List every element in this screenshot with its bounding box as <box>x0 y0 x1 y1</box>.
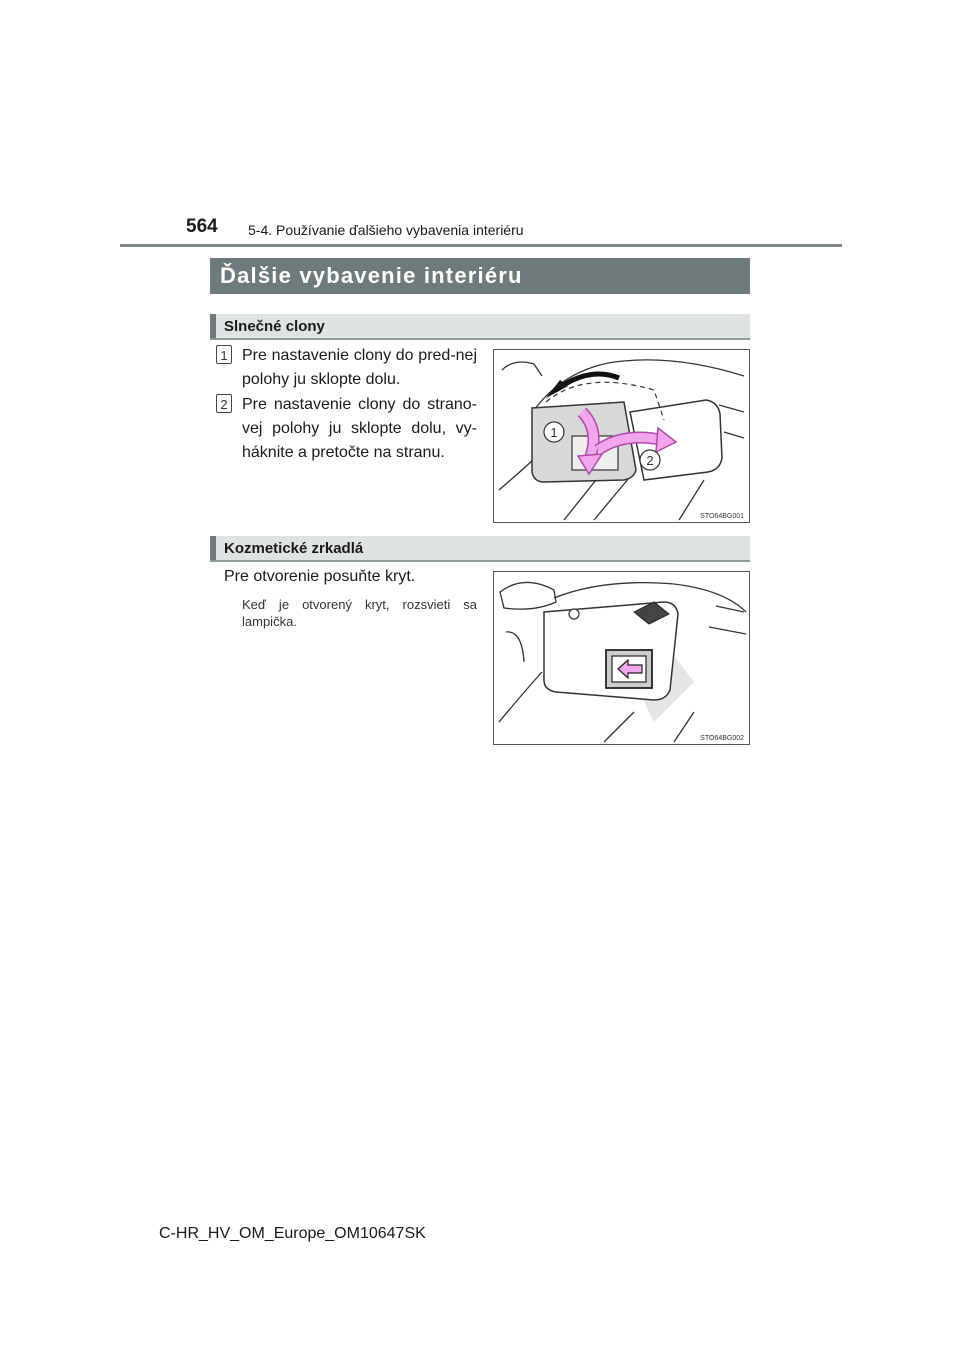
rear-mirror <box>506 632 524 662</box>
vanity-mirror-illustration <box>494 572 749 744</box>
mirror-outline <box>502 362 542 376</box>
step-text-1: Pre nastavenie clony do pred-nej polohy ju sklopte dolu. <box>242 347 477 388</box>
header-rule <box>120 244 842 247</box>
chapter-title: Ďalšie vybavenie interiéru <box>210 258 750 294</box>
section-heading-vanity-mirrors <box>210 536 750 562</box>
step-text-2: Pre nastavenie clony do strano-vej polohy ju sklopte dolu, vy-háknite a pretočte na stranu. <box>242 396 477 461</box>
section-heading-label: Kozmetické zrkadlá <box>224 540 364 557</box>
running-title: 5-4. Používanie ďalšieho vybavenia interiéru <box>248 222 524 238</box>
figure-code: STO64BG002 <box>700 735 744 742</box>
sun-visor-illustration <box>494 350 749 522</box>
section-heading-bar <box>210 314 216 338</box>
figure-sun-visor <box>493 349 750 523</box>
document-code: C-HR_HV_OM_Europe_OM10647SK <box>159 1225 426 1242</box>
visor-hinge <box>569 609 579 619</box>
figure-code: STO64BG001 <box>700 513 744 520</box>
callout-1: 1 <box>550 425 558 440</box>
page-number: 564 <box>186 216 218 237</box>
section-heading-bar <box>210 536 216 560</box>
callout-2: 2 <box>646 453 654 468</box>
note-text: Keď je otvorený kryt, rozsvieti sa lampička. <box>242 597 477 629</box>
figure-vanity-mirror <box>493 571 750 745</box>
body-text: Pre otvorenie posuňte kryt. <box>224 568 416 585</box>
black-arrow <box>556 374 619 390</box>
section-heading-sun-visors <box>210 314 750 340</box>
roof-console <box>500 582 556 609</box>
step-number-1: 1 <box>216 345 232 364</box>
step-number-2: 2 <box>216 394 232 413</box>
section-heading-label: Slnečné clony <box>224 318 325 335</box>
